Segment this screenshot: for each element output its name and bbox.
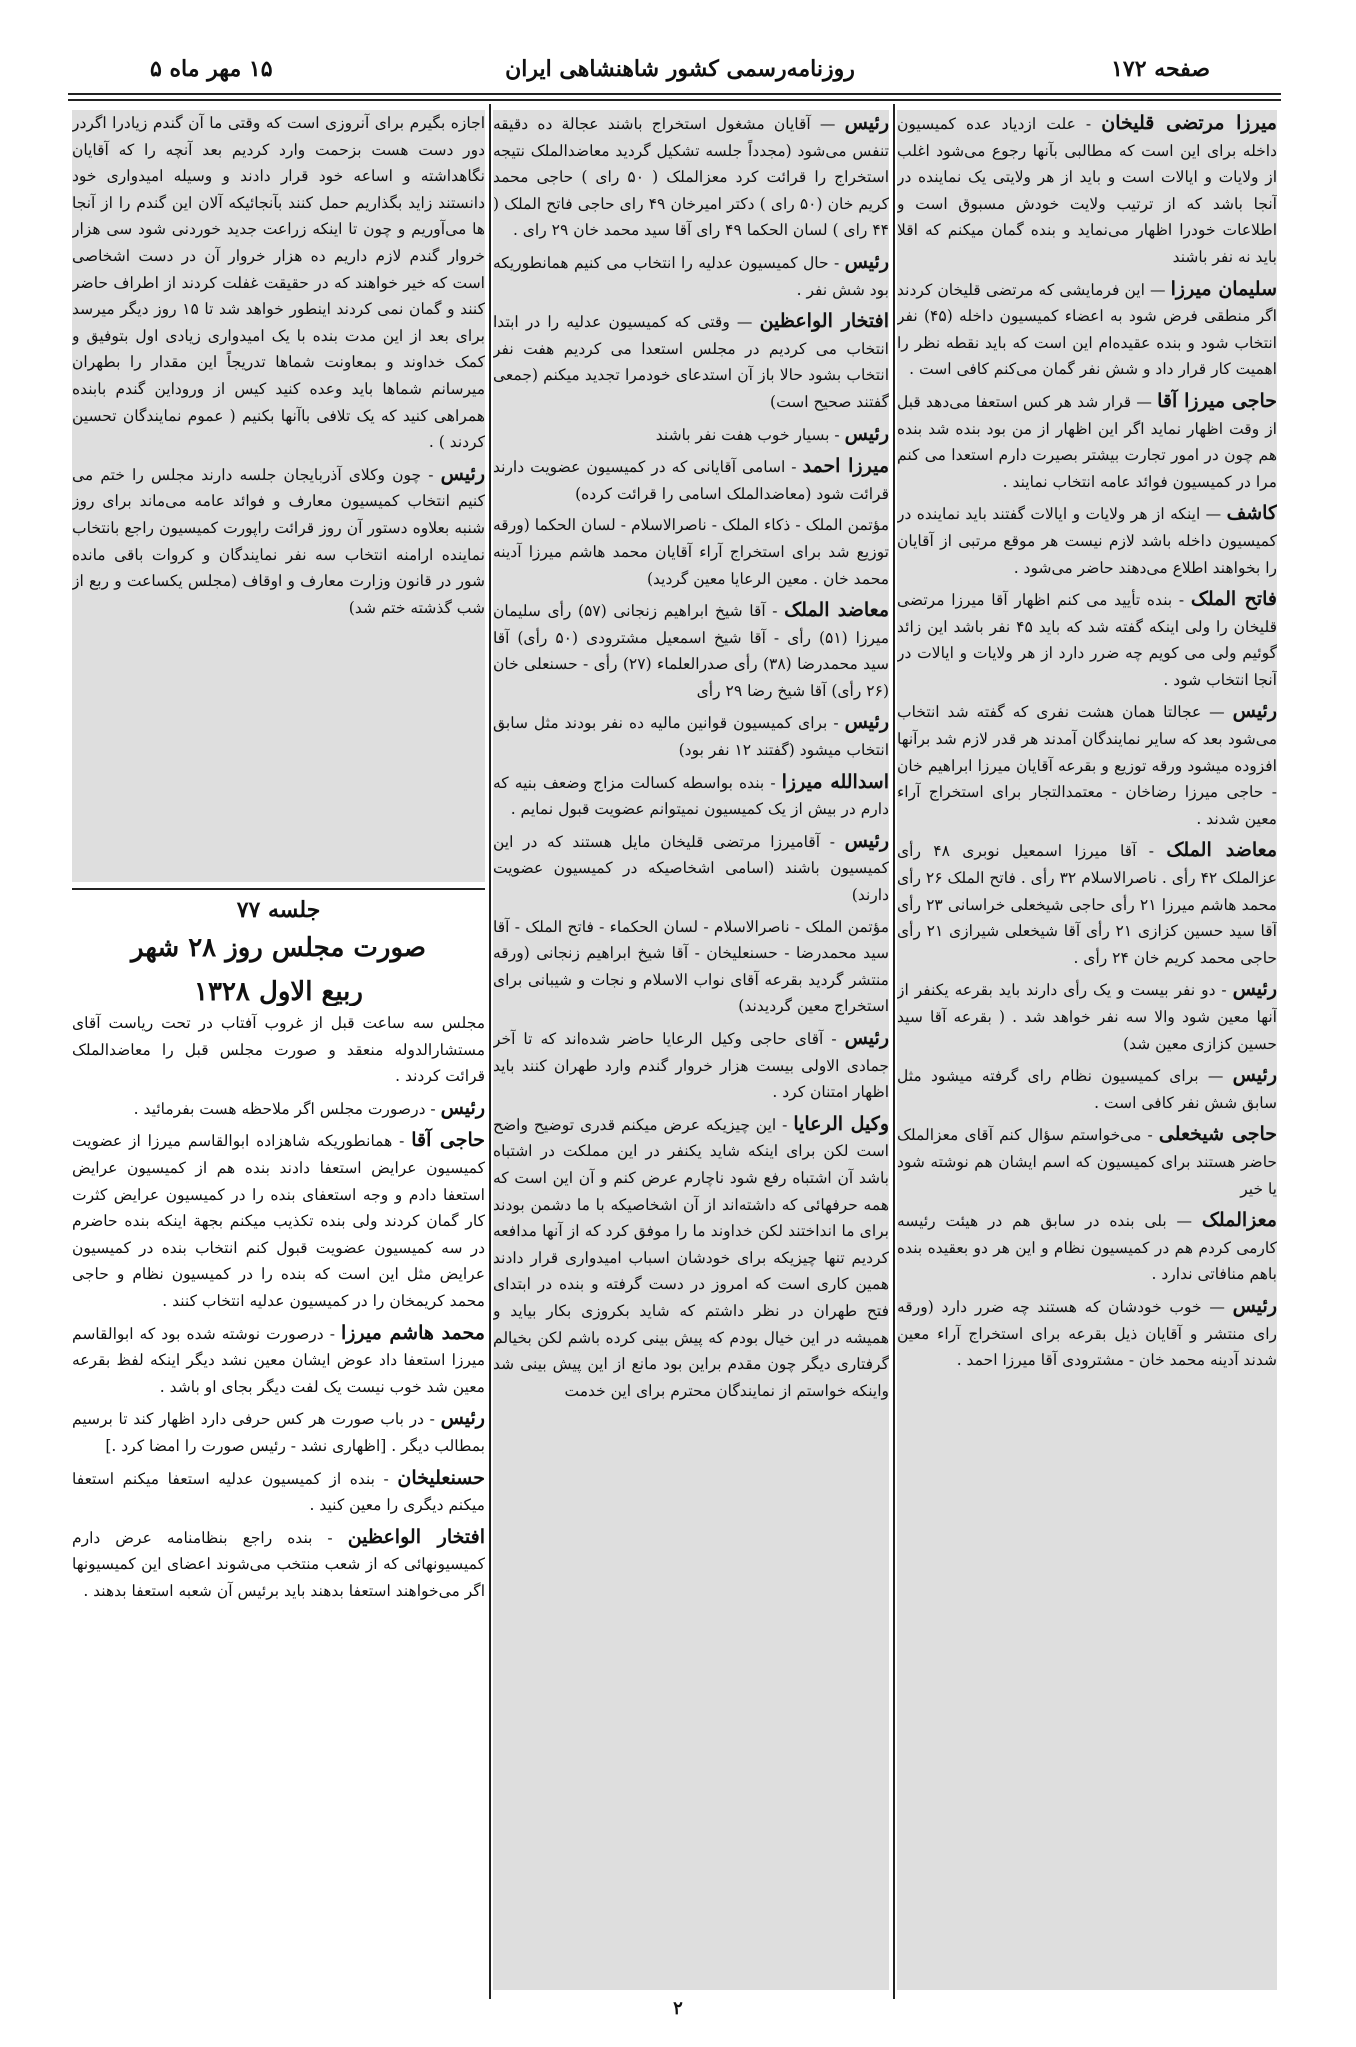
paragraph-text: - بنده بواسطه کسالت مزاج وضعف بنیه که دارم در بیش از یک کمیسیون نمیتوانم عضویت قبول نمایم . — [493, 773, 889, 819]
paragraph — [72, 1405, 485, 1459]
paragraph-text: - بنده راجع بنظامنامه عرض دارم کمیسیونهائی که از شعب منتخب می‌شوند اعضای این کمیسیونها اگر می‌خواهند استعفا بدهند باید برئیس آن شعبه استعفا بدهند . — [72, 1528, 485, 1600]
paragraph-text: — اینکه از هر ولایات و ایالات گفتند باید نماینده در کمیسیون داخله باشد لازم نیست هر موقع مرتبی از آقایان را بخواهند اطلاع می‌دهند حاضر می‌شود . — [897, 505, 1277, 577]
paragraph-text: — قرار شد هر کس استعفا می‌دهد قبل از وقت اظهار نماید اگر این اظهار از من بود بنده شد بنده هم چون در امور تجارت بیشتر بصیرت دارم استعدا می کنم مرا در کمیسیون فوائد عامه انتخاب نمایند . — [897, 392, 1277, 491]
speaker-name: میرزا مرتضی قلیخان — [1101, 112, 1277, 134]
speaker-name: میرزا احمد — [802, 455, 889, 478]
speaker-name: کاشف — [1226, 502, 1277, 525]
speaker-name: افتخار الواعظین — [347, 1525, 485, 1548]
speaker-name: معاضد الملک — [1166, 839, 1277, 862]
speaker-name: رئیس — [1232, 700, 1277, 723]
speaker-name: رئیس — [440, 462, 485, 485]
paragraph-text: - درصورت نوشته شده بود که ابوالقاسم میرزا استعفا داد عوض ایشان معین نشد دیگر اینکه لفظ بقرعه معین شد خوب نیست یک لفت دیگر بجای او باشد . — [72, 1324, 485, 1396]
speaker-name: سلیمان میرزا — [1170, 277, 1277, 300]
paragraph-text: - این چیزیکه عرض میکنم قدری توضیح واضح است لکن برای اینکه شاید یکنفر در این مملکت در اشتباه باشد آن اشتباه رفع شود ناچارم عرض کنم و آن این است که همه حرفهائی که داشته‌اند از آن اشخاصیکه با ما دشمن بودند برای ما انداختند لکن خداوند ما را موفق کرد که از آنها مدافعه کردیم تنها چیزیکه برای خودشان اسباب امیدواری قرار دادند همین کاری است که امروز در دست گرفته و بنده در ابتدای فتح طهران در نظر داشتم که شاید بکروزی بکار بیاید و همیشه در این خیال بودم که پیش بینی کرده باشم لکن بخیالم گرفتاری دیگر چون مقدم براین بود مانع از این پیش بینی شد واینکه خواستم از نمایندگان محترم برای این خدمت — [493, 1115, 889, 1400]
speaker-name: رئیس — [844, 711, 889, 734]
speaker-name: رئیس — [440, 1407, 485, 1430]
paragraph-text: - آقای حاجی وکیل الرعایا حاضر شده‌اند که تا آخر جمادی الاولی بیست هزار خروار گندم وارد طهران کنند باید اظهار امتنان کرد . — [493, 1030, 889, 1102]
speaker-name: حاجی آقا — [411, 1129, 485, 1152]
speaker-name: رئیس — [844, 422, 889, 445]
paragraph-text: - درصورت مجلس اگر ملاحظه هست بفرمائید . — [133, 1099, 436, 1118]
page-header — [150, 52, 1210, 90]
session-number: جلسه ۷۷ — [236, 897, 321, 923]
paragraph-text: - بنده تأیید می کنم اظهار آقا میرزا مرتضی قلیخان را ولی اینکه گفته شد که باید ۴۵ نفر باشد این زائد گوئیم ولی می کویم چه ضرر دارد از هر ولایات و ایالات در آنجا انتخاب شود . — [897, 591, 1277, 689]
session-divider — [72, 888, 485, 890]
paragraph-text: — بلی بنده در سابق هم در هیئت رئیسه کارمی کردم هم در کمیسیون نظام و این هر دو بعقیده بنده باهم منافاتی ندارد . — [897, 1212, 1277, 1284]
paragraph — [72, 1095, 485, 1123]
left-column-top — [72, 110, 485, 882]
paragraph — [897, 1062, 1277, 1116]
speaker-name: رئیس — [844, 1027, 889, 1049]
speaker-name: معاضد الملک — [784, 599, 889, 622]
speaker-name: معزالملک — [1201, 1209, 1277, 1232]
paragraph — [897, 110, 1277, 271]
paragraph-text: - همانطوریکه شاهزاده ابوالقاسم میرزا از عضویت کمیسیون عرایض استعفا دادند بنده هم از کمیسیون عرایض استعفا دادم و وجه استعفای بنده را در کمیسیون عرایض کثرت کار گمان کردند ولی بنده تکذیب میکنم بجهة اینکه بنده حاضرم در سه کمیسیون عضویت قبول کنم انتخاب بنده در کمیسیون عرایض مثل این است که بنده را در کمیسیون نظام و حاجی محمد کریمخان را در کمیسیون عدلیه انتخاب کنند . — [72, 1132, 485, 1310]
paragraph — [897, 698, 1277, 832]
paragraph-text: مجلس سه ساعت قبل از غروب آفتاب در تحت ریاست آقای مستشارالدوله منعقد و صورت مجلس قبل را معاضدالملک قرائت کردند . — [72, 1014, 485, 1086]
paragraph-text: - علت ازدیاد عده کمیسیون داخله برای این است که مطالبی بآنها رجوع می‌شود اغلب از ولایات و ایالات است و باید از هر ولایتی یک نماینده در آنجا باشد که از ترتیب ولایت خودش مسبوق است و اطلاعات خودرا اظهار می‌نماید و بنده گمان میکنم که اقلا باید نه نفر باشند — [897, 115, 1277, 266]
speaker-name: رئیس — [844, 829, 889, 852]
paragraph — [493, 709, 889, 763]
paragraph — [493, 110, 889, 244]
paragraph — [493, 1025, 889, 1106]
speaker-name: افتخار الواعظین — [759, 310, 889, 333]
speaker-name: رئیس — [1232, 978, 1277, 1001]
paragraph-text: - اسامی آقایانی که در کمیسیون عضویت دارند قرائت شود (معاضدالملک اسامی را قرائت کرده) — [493, 458, 889, 503]
paragraph — [493, 914, 889, 1020]
page-folio: ۲ — [673, 1998, 683, 2019]
column-divider-left — [489, 104, 491, 1999]
issue-date: ۱۵ مهر ماه ۵ — [150, 56, 273, 82]
paragraph — [493, 453, 889, 507]
paragraph-text: مؤتمن الملک - ذکاء الملک - ناصرالاسلام - لسان الحکما (ورقه توزیع شد برای استخراج آراء آقایان محمد هاشم میرزا آدینه محمد خان . معین الرعایا معین گردید) — [493, 516, 889, 588]
speaker-name: اسدالله میرزا — [781, 770, 889, 793]
column-divider-right — [893, 104, 895, 1999]
paragraph-text: — آقایان مشغول استخراج باشند عجالة ده دقیقه تنفس می‌شود (مجدداً جلسه تشکیل گردید معاضدالملک نتیجه استخراج را قرائت کرد معزالملک ( ۵۰ رای ) حاجی محمد کریم خان (۵۰ رای ) دکتر امیرخان ۴۹ رای حاجی فاتح الملک ( ۴۴ رای ) لسان الحکما ۴۹ رای آقا سید محمد خان ۲۹ رای . — [493, 115, 889, 240]
paragraph — [72, 1320, 485, 1401]
page-number: صفحه ۱۷۲ — [1111, 56, 1210, 82]
paragraph — [493, 597, 889, 704]
paragraph — [897, 276, 1277, 383]
paragraph-text: - در باب صورت هر کس حرفی دارد اظهار کند تا برسیم بمطالب دیگر . [اظهاری نشد - رئیس صورت را امضا کرد .] — [72, 1410, 485, 1455]
speaker-name: رئیس — [844, 112, 889, 134]
paragraph-text: — خوب خودشان که هستند چه ضرر دارد (ورقه رای منتشر و آقایان ذیل بقرعه برای استخراج آراء معین شدند آدینه محمد خان - مشترودی آقا میرزا احمد . — [897, 1297, 1277, 1370]
speaker-name: رئیس — [1232, 1294, 1277, 1317]
middle-column — [493, 110, 889, 1990]
session-heading — [72, 894, 485, 1006]
paragraph — [897, 586, 1277, 693]
paragraph — [897, 1121, 1277, 1202]
speaker-name: حاجی میرزا آقا — [1157, 389, 1277, 412]
paragraph-text: - دو نفر بیست و یک رأی دارند باید بقرعه یکنفر از آنها معین شود والا سه نفر خواهد شد . ( بقرعه آقا سید حسین کزازی معین شد) — [897, 981, 1277, 1053]
paragraph-text: اجازه بگیرم برای آنروزی است که وقتی ما آن گندم زیادرا اگردر دور دست هست بزحمت وارد کردیم بعد آنچه را که آقایان نگاهداشته و اساعه خود قرار دادند و وسیله امیدواری خود دانستند زاید بگذاریم حمل کنند بآنجائیکه آلان این گندم را از آنجا ها می‌آوریم و چون تا اینکه زراعت جدید خوردنی شود سی هزار خروار گندم لازم داریم ده هزار خروار آن در دست اشخاصی است که خیر خواهند که در حقیقت غفلت کردند از اطراف حاضر کنند و گمان نمی کردند اینطور خواهد شد تا ۱۵ روز دیگر میرسد برای بعد از این مدت بنده با یک امیدواری زیادی اول بتوفیق و کمک خداوند و بمعاونت شماها تدریجاً این مقدار را بطهران میرسانم شماها باید وعده کنید کیس از وروداین گندم بابنده همراهی کنید که یک تلافی باآنها بکنیم ( عموم نمایندگان تحسین کردند ) . — [72, 114, 485, 452]
speaker-name: حسنعلیخان — [397, 1466, 485, 1489]
paragraph-text: مؤتمن الملک - ناصرالاسلام - لسان الحکماء - فاتح الملک - آقا سید محمدرضا - حسنعلیخان - آقا شیخ ابراهیم زنجانی (ورقه منتشر گردید بقرعه آقای نواب الاسلام و نجات و شیبانی برای استخراج معین گردیدند) — [493, 917, 889, 1016]
paragraph-text: - برای کمیسیون قوانین مالیه ده نفر بودند مثل سابق انتخاب میشود (گفتند ۱۲ نفر بود) — [493, 714, 889, 760]
speaker-name: حاجی شیخعلی — [1158, 1123, 1277, 1146]
paragraph-text: - بنده از کمیسیون عدلیه استعفا میکنم استعفا میکنم دیگری را معین کنید . — [72, 1469, 485, 1515]
header-rule-bottom — [68, 99, 1281, 101]
paragraph — [72, 1465, 485, 1519]
paragraph — [72, 110, 485, 456]
paragraph-text: - آقا میرزا اسمعیل نوبری ۴۸ رأی عزالملک ۴۲ رأی . ناصرالاسلام ۳۲ رأی . فاتح الملک ۲۶ رأی محمد هاشم میرزا ۲۱ رأی حاجی شیخعلی خراسانی ۲۳ رأی آقا سید حسین کزازی ۲۱ رأی آقا شیخعلی شیرازی ۲۱ رأی حاجی محمد کریم خان ۲۴ رأی . — [897, 842, 1277, 967]
paragraph — [897, 1207, 1277, 1288]
paragraph — [493, 828, 889, 909]
paragraph-text: — وقتی که کمیسیون عدلیه را در ابتدا انتخاب می کردیم در مجلس استعدا می کردیم هفت نفر انتخاب بشود حالا باز آن استدعای خودمرا تجدید میکنم (جمعی گفتند صحیح است) — [493, 313, 889, 411]
paragraph-text: - چون وکلای آذربایجان جلسه دارند مجلس را ختم می کنیم انتخاب کمیسیون معارف و فوائد عامه می‌ماند برای روز شنبه بعلاوه دستور آن روز قرائت راپورت کمیسیون راجع بانتخاب نماینده ارامنه انتخاب سه نفر نمایندگان و کروات باقی مانده شور در قانون وزارت معارف و اوقاف (مجلس یکساعت و ربع از شب گذشته ختم شد) — [72, 465, 485, 617]
paragraph-text: — این فرمایشی که مرتضی قلیخان کردند اگر منطقی فرض شود به اعضاء کمیسیون داخله (۴۵) نفر انتخاب شود و بنده عقیده‌ام این است که باید نقطه نظر را اهمیت کار قرار داد و شش نفر گمان می‌کنم کافی است . — [897, 280, 1277, 379]
paragraph — [72, 1524, 485, 1605]
paragraph — [493, 421, 889, 449]
session-title-line-1: صورت مجلس روز ۲۸ شهر — [131, 933, 426, 963]
paragraph-text: - آقامیرزا مرتضی قلیخان مایل هستند که در این کمیسیون باشند (اسامی اشخاصیکه در کمیسیون عضویت دارند) — [493, 832, 889, 905]
paragraph — [72, 461, 485, 622]
speaker-name: وکیل الرعایا — [793, 1112, 889, 1135]
speaker-name: فاتح الملک — [1190, 588, 1277, 611]
paragraph — [897, 1293, 1277, 1374]
newspaper-title: روزنامه‌رسمی کشور شاهنشاهی ایران — [505, 56, 855, 82]
left-column-bottom — [72, 1010, 485, 1990]
paragraph — [72, 1010, 485, 1090]
paragraph-text: — عجالتا همان هشت نفری که گفته شد انتخاب می‌شود بعد که سایر نمایندگان آمدند هر قدر لازم شد برآنها افزوده میشود ورقه توزیع و بقرعه آقایان میرزا ابراهیم خان - حاجی میرزا رضاخان - معتمدالتجار برای استخراج آراء معین شدند . — [897, 703, 1277, 828]
speaker-name: رئیس — [1232, 1064, 1277, 1087]
paragraph-text: - حال کمیسیون عدلیه را انتخاب می کنیم همانطوریکه بود شش نفر . — [493, 253, 889, 299]
paragraph — [493, 1111, 889, 1405]
session-title-line-2: ربیع الاول ۱۳۲۸ — [194, 977, 363, 1006]
right-column — [897, 110, 1277, 1990]
speaker-name: رئیس — [440, 1096, 485, 1119]
paragraph — [493, 769, 889, 823]
paragraph — [897, 976, 1277, 1057]
paragraph — [72, 1127, 485, 1314]
paragraph — [897, 500, 1277, 581]
paragraph-text: - می‌خواستم سؤال کنم آقای معزالملک حاضر هستند برای کمیسیون که اسم ایشان هم نوشته شود یا خیر — [897, 1126, 1277, 1198]
paragraph-text: - بسیار خوب هفت نفر باشند — [655, 425, 840, 444]
paragraph — [897, 388, 1277, 495]
paragraph-text: - آقا شیخ ابراهیم زنجانی (۵۷) رأی سلیمان میرزا (۵۱) رأی - آقا شیخ اسمعیل مشترودی (۵۰ رأی) آقا سید محمدرضا (۳۸) رأی صدرالعلماء (۲۷) رأی - حسنعلی خان (۲۶ رأی) آقا شیخ رضا ۲۹ رأی — [493, 602, 889, 700]
speaker-name: رئیس — [844, 250, 889, 273]
paragraph — [897, 837, 1277, 971]
paragraph-text: — برای کمیسیون نظام رای گرفته میشود مثل سابق شش نفر کافی است . — [897, 1067, 1277, 1112]
paragraph — [493, 308, 889, 415]
header-rule-top — [68, 93, 1281, 95]
speaker-name: محمد هاشم میرزا — [340, 1321, 485, 1344]
paragraph — [493, 249, 889, 303]
paragraph — [493, 512, 889, 592]
